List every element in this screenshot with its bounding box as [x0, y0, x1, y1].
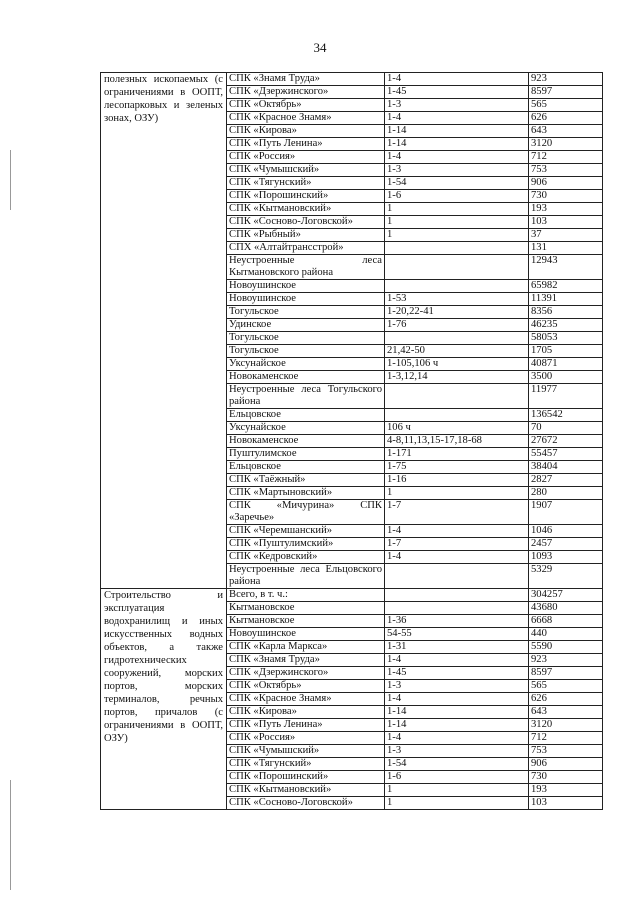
quarter-numbers-cell: [385, 332, 529, 345]
forestry-name-cell: СПК «Тягунский»: [227, 177, 385, 190]
land-use-table: [100, 72, 603, 810]
forestry-name-cell: СПК «Россия»: [227, 732, 385, 745]
area-cell: 753: [529, 164, 603, 177]
quarter-numbers-cell: 1-6: [385, 771, 529, 784]
quarter-numbers-cell: 1-31: [385, 641, 529, 654]
area-cell: 43680: [529, 602, 603, 615]
quarter-numbers-cell: 1-3: [385, 99, 529, 112]
quarter-numbers-cell: 1-3: [385, 164, 529, 177]
table-row: [101, 73, 603, 86]
quarter-numbers-cell: 1: [385, 797, 529, 810]
forestry-name-cell: СПК «Порошинский»: [227, 190, 385, 203]
forestry-name-cell: СПК «Чумышский»: [227, 164, 385, 177]
forestry-name-cell: Новоушинское: [227, 628, 385, 641]
quarter-numbers-cell: [385, 280, 529, 293]
scan-margin-line: [10, 150, 11, 210]
area-cell: 643: [529, 706, 603, 719]
forestry-name-cell: Кытмановское: [227, 615, 385, 628]
forestry-name-cell: Новокаменское: [227, 371, 385, 384]
forestry-name-cell: Всего, в т. ч.:: [227, 589, 385, 602]
quarter-numbers-cell: 1-14: [385, 125, 529, 138]
area-cell: 46235: [529, 319, 603, 332]
forestry-name-cell: Пуштулимское: [227, 448, 385, 461]
area-cell: 65982: [529, 280, 603, 293]
quarter-numbers-cell: 1-45: [385, 667, 529, 680]
area-cell: 11391: [529, 293, 603, 306]
forestry-name-cell: Удинское: [227, 319, 385, 332]
area-cell: 37: [529, 229, 603, 242]
area-cell: 712: [529, 732, 603, 745]
quarter-numbers-cell: 1: [385, 203, 529, 216]
quarter-numbers-cell: 1: [385, 216, 529, 229]
forestry-name-cell: СПК «Красное Знамя»: [227, 112, 385, 125]
forestry-name-cell: СПК «Знамя Труда»: [227, 654, 385, 667]
area-cell: 565: [529, 680, 603, 693]
table-row: [101, 589, 603, 602]
quarter-numbers-cell: 1-45: [385, 86, 529, 99]
quarter-numbers-cell: 1-105,106 ч: [385, 358, 529, 371]
forestry-name-cell: СПК «Октябрь»: [227, 680, 385, 693]
quarter-numbers-cell: 1-14: [385, 138, 529, 151]
quarter-numbers-cell: [385, 409, 529, 422]
forestry-name-cell: СПХ «Алтайтрансстрой»: [227, 242, 385, 255]
area-cell: 730: [529, 190, 603, 203]
page-number: 34: [313, 40, 327, 55]
area-cell: 40871: [529, 358, 603, 371]
area-cell: 8597: [529, 86, 603, 99]
forestry-name-cell: Тогульское: [227, 332, 385, 345]
area-cell: 2457: [529, 538, 603, 551]
area-cell: 1046: [529, 525, 603, 538]
quarter-numbers-cell: 1-14: [385, 706, 529, 719]
quarter-numbers-cell: [385, 602, 529, 615]
area-cell: 70: [529, 422, 603, 435]
quarter-numbers-cell: 1-4: [385, 654, 529, 667]
quarter-numbers-cell: 1-75: [385, 461, 529, 474]
forestry-name-cell: СПК «Россия»: [227, 151, 385, 164]
quarter-numbers-cell: 1-4: [385, 112, 529, 125]
area-cell: 12943: [529, 255, 603, 280]
forestry-name-cell: СПК «Сосново-Логовской»: [227, 216, 385, 229]
area-cell: 27672: [529, 435, 603, 448]
quarter-numbers-cell: 54-55: [385, 628, 529, 641]
forestry-name-cell: СПК «Октябрь»: [227, 99, 385, 112]
forestry-name-cell: СПК «Знамя Труда»: [227, 73, 385, 86]
forestry-name-cell: Кытмановское: [227, 602, 385, 615]
area-cell: 1907: [529, 500, 603, 525]
quarter-numbers-cell: 1-54: [385, 177, 529, 190]
quarter-numbers-cell: 1-76: [385, 319, 529, 332]
forestry-name-cell: Уксунайское: [227, 358, 385, 371]
area-cell: 626: [529, 112, 603, 125]
forestry-name-cell: СПК «Таёжный»: [227, 474, 385, 487]
quarter-numbers-cell: [385, 384, 529, 409]
forestry-name-cell: СПК «Кытмановский»: [227, 203, 385, 216]
area-cell: 626: [529, 693, 603, 706]
area-cell: 3500: [529, 371, 603, 384]
area-cell: 1093: [529, 551, 603, 564]
category-cell: Строительство и эксплуатация водохранилищ и иных искусственных водных объектов, а также гидротехнических сооружений, морских портов, морских терминалов, речных портов, причалов (с ограничениями в ООПТ, ОЗУ): [101, 589, 227, 810]
quarter-numbers-cell: 1-7: [385, 500, 529, 525]
area-cell: 906: [529, 177, 603, 190]
forestry-name-cell: СПК «Кедровский»: [227, 551, 385, 564]
area-cell: 304257: [529, 589, 603, 602]
forestry-name-cell: СПК «Дзержинского»: [227, 667, 385, 680]
area-cell: 923: [529, 654, 603, 667]
area-cell: 193: [529, 784, 603, 797]
forestry-name-cell: Неустроенные леса Ельцовского района: [227, 564, 385, 589]
area-cell: 906: [529, 758, 603, 771]
area-cell: 136542: [529, 409, 603, 422]
forestry-name-cell: СПК «Пуштулимский»: [227, 538, 385, 551]
forestry-name-cell: Тогульское: [227, 306, 385, 319]
forestry-name-cell: СПК «Сосново-Логовской»: [227, 797, 385, 810]
forestry-name-cell: СПК «Дзержинского»: [227, 86, 385, 99]
area-cell: 712: [529, 151, 603, 164]
forestry-name-cell: СПК «Рыбный»: [227, 229, 385, 242]
category-cell: полезных ископаемых (с ограничениями в ООПТ, лесопарковых и зеленых зонах, ОЗУ): [101, 73, 227, 589]
area-cell: 103: [529, 216, 603, 229]
forestry-name-cell: Новоушинское: [227, 280, 385, 293]
quarter-numbers-cell: 106 ч: [385, 422, 529, 435]
area-cell: 58053: [529, 332, 603, 345]
quarter-numbers-cell: 1-16: [385, 474, 529, 487]
area-cell: 5329: [529, 564, 603, 589]
quarter-numbers-cell: [385, 255, 529, 280]
quarter-numbers-cell: 1-7: [385, 538, 529, 551]
area-cell: 730: [529, 771, 603, 784]
forestry-name-cell: СПК «Порошинский»: [227, 771, 385, 784]
scan-margin-line: [10, 780, 11, 890]
area-cell: 8356: [529, 306, 603, 319]
quarter-numbers-cell: 1-6: [385, 190, 529, 203]
quarter-numbers-cell: 1-4: [385, 551, 529, 564]
quarter-numbers-cell: 1-36: [385, 615, 529, 628]
forestry-name-cell: СПК «Путь Ленина»: [227, 719, 385, 732]
area-cell: 11977: [529, 384, 603, 409]
forestry-name-cell: СПК «Кытмановский»: [227, 784, 385, 797]
forestry-name-cell: Новоушинское: [227, 293, 385, 306]
forestry-name-cell: Ельцовское: [227, 409, 385, 422]
quarter-numbers-cell: 1-14: [385, 719, 529, 732]
forestry-name-cell: СПК «Черемшанский»: [227, 525, 385, 538]
forestry-name-cell: СПК «Тягунский»: [227, 758, 385, 771]
quarter-numbers-cell: 1-4: [385, 693, 529, 706]
quarter-numbers-cell: 1-54: [385, 758, 529, 771]
area-cell: 38404: [529, 461, 603, 474]
quarter-numbers-cell: [385, 564, 529, 589]
area-cell: 3120: [529, 719, 603, 732]
forestry-name-cell: СПК «Карла Маркса»: [227, 641, 385, 654]
quarter-numbers-cell: 1: [385, 784, 529, 797]
quarter-numbers-cell: 1-3: [385, 745, 529, 758]
forestry-name-cell: СПК «Мичурина» СПК «Заречье»: [227, 500, 385, 525]
forestry-name-cell: Неустроенные леса Тогульского района: [227, 384, 385, 409]
forestry-name-cell: СПК «Кирова»: [227, 706, 385, 719]
quarter-numbers-cell: [385, 589, 529, 602]
forestry-name-cell: СПК «Кирова»: [227, 125, 385, 138]
quarter-numbers-cell: 1-4: [385, 73, 529, 86]
area-cell: 923: [529, 73, 603, 86]
area-cell: 8597: [529, 667, 603, 680]
quarter-numbers-cell: 1-4: [385, 732, 529, 745]
forestry-name-cell: Тогульское: [227, 345, 385, 358]
forestry-name-cell: СПК «Чумышский»: [227, 745, 385, 758]
forestry-name-cell: СПК «Мартыновский»: [227, 487, 385, 500]
area-cell: 103: [529, 797, 603, 810]
quarter-numbers-cell: [385, 242, 529, 255]
area-cell: 131: [529, 242, 603, 255]
area-cell: 280: [529, 487, 603, 500]
forestry-name-cell: Новокаменское: [227, 435, 385, 448]
quarter-numbers-cell: 1-53: [385, 293, 529, 306]
forestry-name-cell: Неустроенные леса Кытмановского района: [227, 255, 385, 280]
area-cell: 440: [529, 628, 603, 641]
forestry-name-cell: СПК «Красное Знамя»: [227, 693, 385, 706]
forestry-name-cell: Уксунайское: [227, 422, 385, 435]
area-cell: 643: [529, 125, 603, 138]
quarter-numbers-cell: 1: [385, 229, 529, 242]
quarter-numbers-cell: 1: [385, 487, 529, 500]
area-cell: 565: [529, 99, 603, 112]
quarter-numbers-cell: 21,42-50: [385, 345, 529, 358]
quarter-numbers-cell: 1-3: [385, 680, 529, 693]
area-cell: 2827: [529, 474, 603, 487]
quarter-numbers-cell: 1-3,12,14: [385, 371, 529, 384]
area-cell: 753: [529, 745, 603, 758]
quarter-numbers-cell: 1-20,22-41: [385, 306, 529, 319]
forestry-name-cell: СПК «Путь Ленина»: [227, 138, 385, 151]
quarter-numbers-cell: 1-171: [385, 448, 529, 461]
area-cell: 5590: [529, 641, 603, 654]
quarter-numbers-cell: 1-4: [385, 525, 529, 538]
quarter-numbers-cell: 4-8,11,13,15-17,18-68: [385, 435, 529, 448]
area-cell: 1705: [529, 345, 603, 358]
forestry-name-cell: Ельцовское: [227, 461, 385, 474]
area-cell: 193: [529, 203, 603, 216]
quarter-numbers-cell: 1-4: [385, 151, 529, 164]
area-cell: 6668: [529, 615, 603, 628]
area-cell: 55457: [529, 448, 603, 461]
area-cell: 3120: [529, 138, 603, 151]
